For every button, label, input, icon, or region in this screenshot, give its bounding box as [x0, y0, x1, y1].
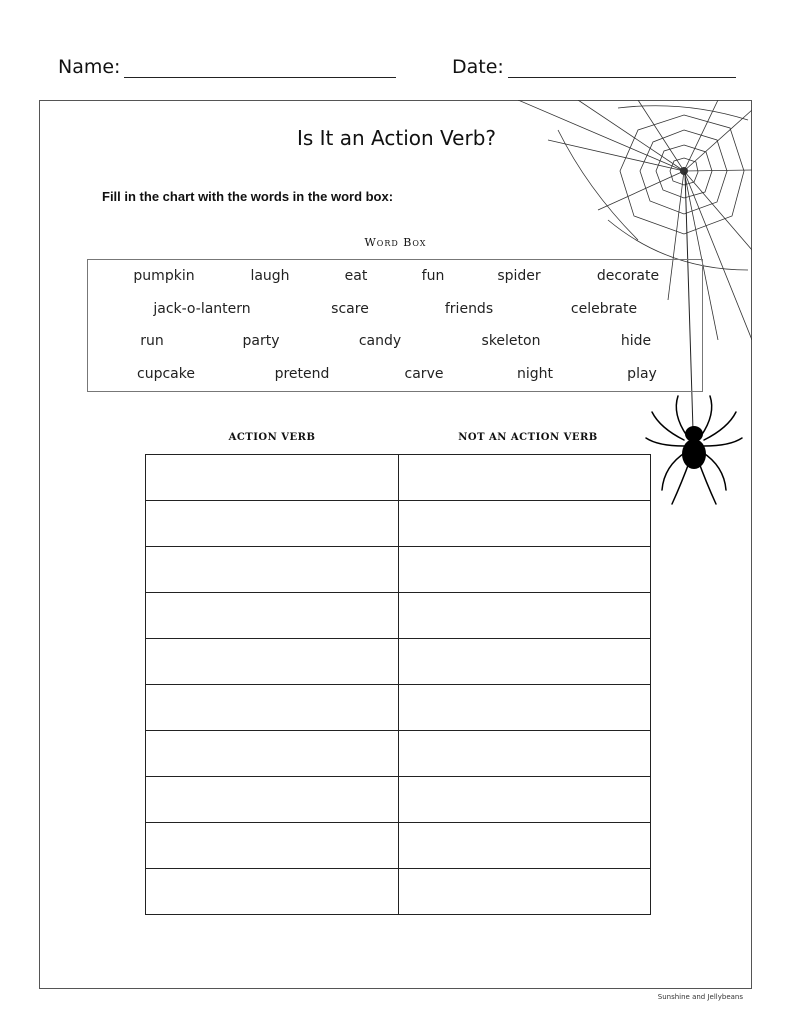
- word-item: jack-o-lantern: [153, 301, 251, 317]
- word-item: eat: [344, 268, 368, 284]
- column-header-not-action-verb: NOT AN ACTION VERB: [458, 432, 598, 443]
- not-action-verb-cell[interactable]: [398, 869, 651, 915]
- word-item: friends: [444, 301, 494, 317]
- word-box: [87, 259, 703, 392]
- word-item: play: [627, 366, 657, 382]
- credit-text: Sunshine and Jellybeans: [657, 993, 743, 1001]
- not-action-verb-cell[interactable]: [398, 547, 651, 593]
- action-verb-cell[interactable]: [146, 777, 399, 823]
- word-item: party: [242, 333, 280, 349]
- action-verb-cell[interactable]: [146, 547, 399, 593]
- action-verb-cell[interactable]: [146, 731, 399, 777]
- not-action-verb-cell[interactable]: [398, 501, 651, 547]
- chart-row: [146, 777, 651, 823]
- word-item: laugh: [250, 268, 290, 284]
- action-verb-cell[interactable]: [146, 685, 399, 731]
- worksheet-title: Is It an Action Verb?: [296, 126, 497, 150]
- name-label: Name:: [58, 56, 121, 78]
- action-verb-cell[interactable]: [146, 501, 399, 547]
- date-label: Date:: [452, 56, 504, 78]
- word-item: decorate: [596, 268, 660, 284]
- not-action-verb-cell[interactable]: [398, 639, 651, 685]
- word-item: spider: [497, 268, 541, 284]
- name-line[interactable]: [124, 57, 396, 78]
- not-action-verb-cell[interactable]: [398, 823, 651, 869]
- not-action-verb-cell[interactable]: [398, 455, 651, 501]
- action-verb-cell[interactable]: [146, 823, 399, 869]
- action-verb-cell[interactable]: [146, 455, 399, 501]
- chart-row: [146, 455, 651, 501]
- chart-row: [146, 593, 651, 639]
- instructions-text: Fill in the chart with the words in the word box:: [102, 189, 394, 204]
- word-item: run: [140, 333, 164, 349]
- action-verb-cell[interactable]: [146, 869, 399, 915]
- chart-row: [146, 685, 651, 731]
- word-item: pumpkin: [133, 268, 195, 284]
- word-item: pretend: [274, 366, 330, 382]
- word-item: candy: [358, 333, 402, 349]
- word-item: fun: [421, 268, 445, 284]
- action-verb-cell[interactable]: [146, 639, 399, 685]
- spider-icon: [642, 394, 746, 506]
- word-item: cupcake: [137, 366, 195, 382]
- date-line[interactable]: [508, 57, 736, 78]
- chart-row: [146, 731, 651, 777]
- chart-row: [146, 639, 651, 685]
- sorting-chart: [145, 454, 651, 915]
- not-action-verb-cell[interactable]: [398, 777, 651, 823]
- word-item: celebrate: [570, 301, 638, 317]
- chart-row: [146, 501, 651, 547]
- chart-row: [146, 823, 651, 869]
- chart-row: [146, 869, 651, 915]
- action-verb-cell[interactable]: [146, 593, 399, 639]
- word-box-label: Word Box: [364, 236, 427, 249]
- word-item: carve: [404, 366, 444, 382]
- word-item: skeleton: [481, 333, 541, 349]
- word-item: scare: [331, 301, 369, 317]
- not-action-verb-cell[interactable]: [398, 593, 651, 639]
- not-action-verb-cell[interactable]: [398, 731, 651, 777]
- word-item: hide: [620, 333, 652, 349]
- column-header-action-verb: ACTION VERB: [228, 432, 316, 443]
- not-action-verb-cell[interactable]: [398, 685, 651, 731]
- chart-row: [146, 547, 651, 593]
- word-item: night: [516, 366, 554, 382]
- name-field[interactable]: [58, 56, 396, 78]
- date-field[interactable]: [452, 56, 736, 78]
